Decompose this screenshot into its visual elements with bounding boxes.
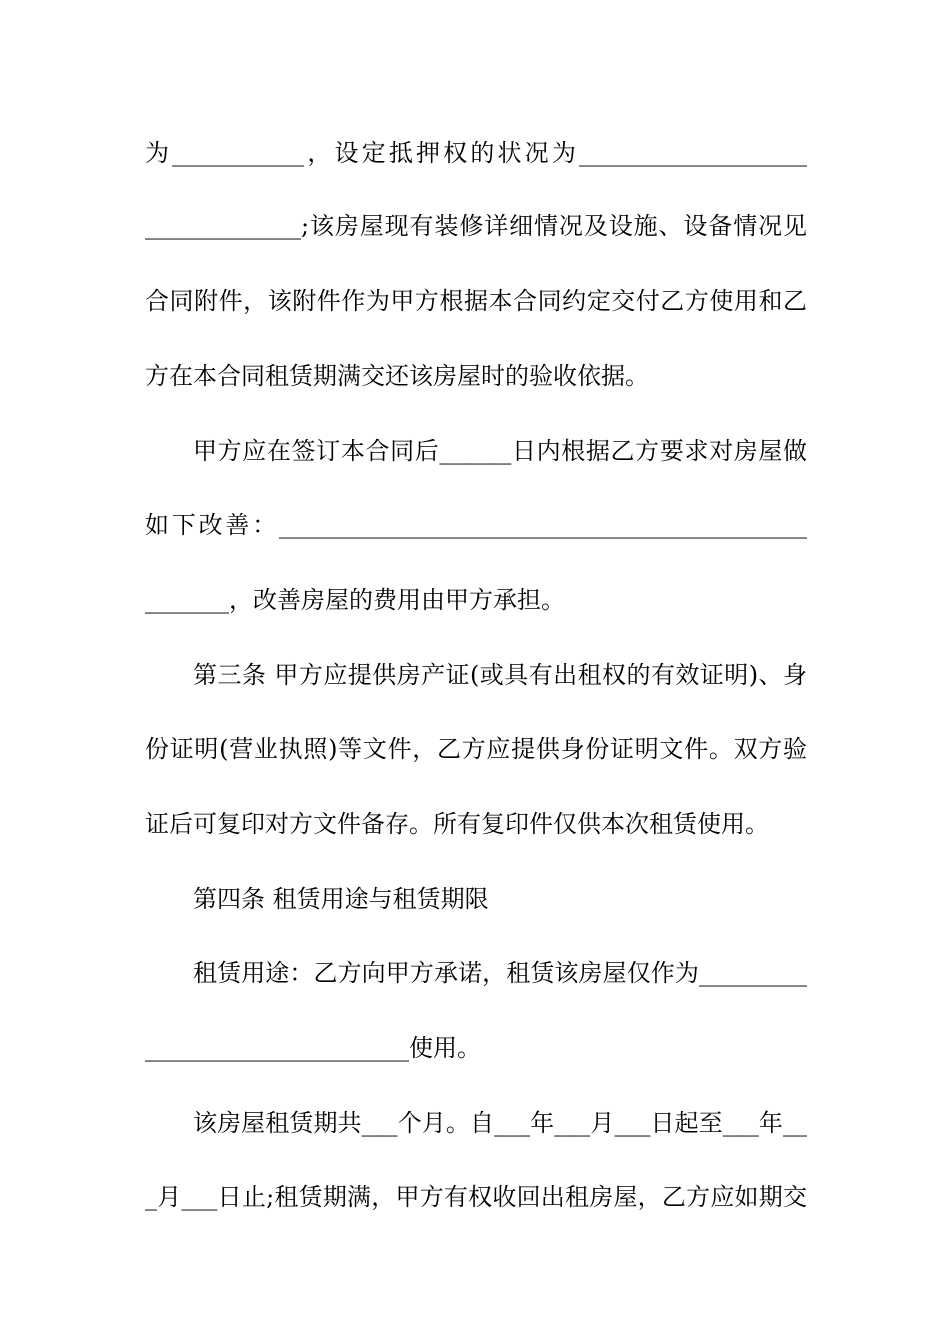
- text-line-7: _______，改善房屋的费用由甲方承担。: [145, 586, 565, 614]
- section-heading: 第四条 租赁用途与租赁期限: [193, 885, 489, 913]
- text-line-8: 第三条 甲方应提供房产证(或具有出租权的有效证明)、身: [193, 661, 807, 689]
- text-line-9: 份证明(营业执照)等文件，乙方应提供身份证明文件。双方验: [145, 735, 807, 763]
- text-line-14: 该房屋租赁期共___个月。自___年___月___日起至___年__: [193, 1109, 807, 1137]
- text-line-4: 方在本合同租赁期满交还该房屋时的验收依据。: [145, 362, 649, 390]
- text-line-1: 为___________，设定抵押权的状况为___________________: [145, 139, 807, 167]
- text-line-15: _月___日止;租赁期满，甲方有权收回出租房屋，乙方应如期交: [145, 1183, 807, 1211]
- text-line-13: ______________________使用。: [145, 1034, 481, 1062]
- text-line-2: _____________;该房屋现有装修详细情况及设施、设备情况见: [145, 212, 807, 240]
- text-line-6: 如下改善：____________________________________________: [145, 511, 807, 539]
- text-line-3: 合同附件，该附件作为甲方根据本合同约定交付乙方使用和乙: [145, 287, 807, 315]
- text-line-5: 甲方应在签订本合同后______日内根据乙方要求对房屋做: [193, 437, 807, 465]
- text-line-12: 租赁用途：乙方向甲方承诺，租赁该房屋仅作为_________: [193, 959, 807, 987]
- text-line-10: 证后可复印对方文件备存。所有复印件仅供本次租赁使用。: [145, 810, 769, 838]
